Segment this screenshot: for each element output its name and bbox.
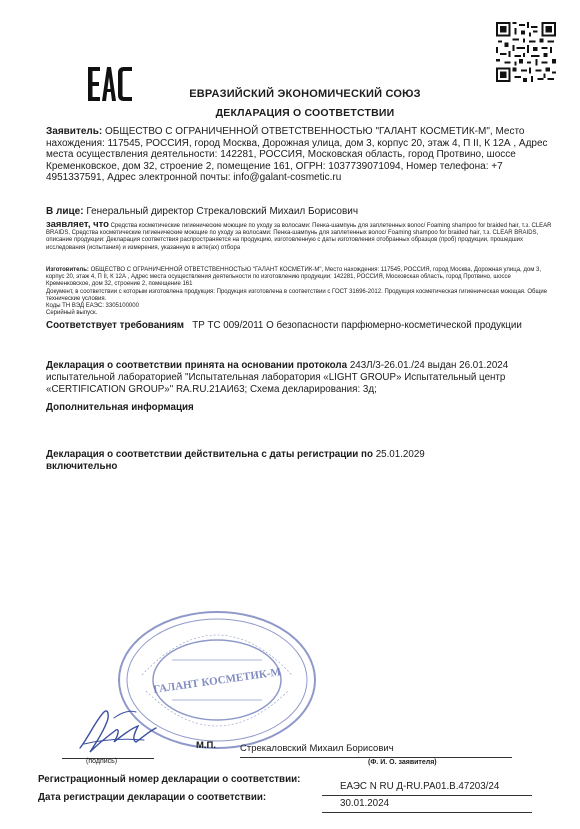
declares-section <box>46 221 554 252</box>
signature-caption: (подпись) <box>86 758 118 765</box>
serial-release: Серийный выпуск. <box>46 310 98 317</box>
basis-label: Декларация о соответствии принята на основании протокола <box>46 360 348 371</box>
basis-section <box>46 360 554 395</box>
declares-label: заявляет, что <box>46 219 109 230</box>
registration-date-label: Дата регистрации декларации о соответствии: <box>38 792 267 803</box>
extra-info-section <box>46 402 554 414</box>
applicant-section <box>46 126 554 184</box>
signature-scribble-icon <box>74 700 164 760</box>
basis-text: 243Л/3-26.01./24 выдан 26.01.2024 испытательной лабораторией "Испытательная лаборатория «LIGHT GROUP» Испытательный центр «CERTIFICATION GROUP»" RA.RU.21АИ63; Схема декларирования: 3д; <box>46 360 509 395</box>
name-line <box>240 757 512 758</box>
stamp-text: ГАЛАНТ КОСМЕТИК-М <box>152 666 282 696</box>
person-label: В лице: <box>46 206 84 217</box>
conforms-label: Соответствует требованиям <box>46 320 185 331</box>
qr-code-icon <box>496 22 556 82</box>
registration-number-line <box>322 795 532 796</box>
manufacturer-label: Изготовитель: <box>46 267 89 273</box>
registration-number-label: Регистрационный номер декларации о соответствии: <box>38 774 301 785</box>
tnved-codes: Коды ТН ВЭД ЕАЭС: 3305100000 <box>46 303 139 310</box>
union-heading: ЕВРАЗИЙСКИЙ ЭКОНОМИЧЕСКИЙ СОЮЗ <box>189 88 421 100</box>
stamp-place-label: М.П. <box>196 740 217 751</box>
fio-caption: (Ф. И. О. заявителя) <box>368 759 437 766</box>
extra-info-label: Дополнительная информация <box>46 402 194 413</box>
manufacturer-text: ОБЩЕСТВО С ОГРАНИЧЕННОЙ ОТВЕТСТВЕННОСТЬЮ "ГАЛАНТ КОСМЕТИК-М", Место нахождения: 117545, РОССИЯ, город Москва, Дорожная улица, дом 3, корпус 20, этаж 4, П II, К 12А , Адрес места осуществления деятельности по изготовлению продукции: 142281, РОССИЯ, Московская область, город Протвино, шоссе Кременковское, дом 32, строение 2, помещение 161 <box>46 267 541 288</box>
validity-section <box>46 449 554 473</box>
registration-number: ЕАЭС N RU Д-RU.РА01.В.47203/24 <box>340 781 500 792</box>
conforms-text: ТР ТС 009/2011 О безопасности парфюмерно-косметической продукции <box>192 320 522 331</box>
applicant-text: ОБЩЕСТВО С ОГРАНИЧЕННОЙ ОТВЕТСТВЕННОСТЬЮ "ГАЛАНТ КОСМЕТИК-М", Место нахождения: 117545, РОССИЯ, город Москва, Дорожная улица, дом 3, корпус 20, этаж 4, П II, К 12А , Адрес места осуществления деятельности: 142281, РОССИЯ, Московская область, город Протвино, шоссе Кременковское, дом 32, строение 2, помещение 161, ОГРН: 1037739071094, Номер телефона: +7 4951337591, Адрес электронной почты: info@galant-cosmetic.ru <box>46 126 548 184</box>
registration-date-line <box>322 812 532 813</box>
person-section <box>46 206 554 218</box>
applicant-label: Заявитель: <box>46 126 103 137</box>
validity-label-2: включительно <box>46 460 118 472</box>
document-title: ДЕКЛАРАЦИЯ О СООТВЕТСТВИИ <box>215 107 395 119</box>
validity-date: 25.01.2029 <box>375 449 425 460</box>
manufacturer-document: Документ, в соответствии с которым изготовлена продукция: Продукция изготовлена в соответствии с ГОСТ 31696-2012. Продукция косметическая гигиеническая моющая. Общие технические условия. <box>46 288 548 302</box>
validity-label: Декларация о соответствии действительна с даты регистрации по <box>46 449 373 460</box>
registration-date: 30.01.2024 <box>340 798 390 809</box>
signatory-name: Стрекаловский Михаил Борисович <box>240 743 394 754</box>
person-text: Генеральный директор Стрекаловский Михаил Борисович <box>83 206 359 217</box>
declares-text: Средства косметические гигиенические моющие по уходу за волосами: Пенка-шампунь для заплетенных волос/ Foaming shampoo for braided hair, т.з. CLEAR BRAIDS, Средства косметические гигиенические моющие по уходу за волосами: Пенка-шампунь для заплетенных волос/ Foaming shampoo for braided hair, т.з. CLEAR BRAIDS, описание продукции: Декларация соответствия распространяется на продукцию, изготовленную с даты изготовления отобранных образцов (проб) продукции, прошедших исследования (испытания) и измерения, указанную в акте(ах) отбора <box>46 223 552 251</box>
manufacturer-section <box>46 267 554 317</box>
conforms-section <box>46 320 554 332</box>
